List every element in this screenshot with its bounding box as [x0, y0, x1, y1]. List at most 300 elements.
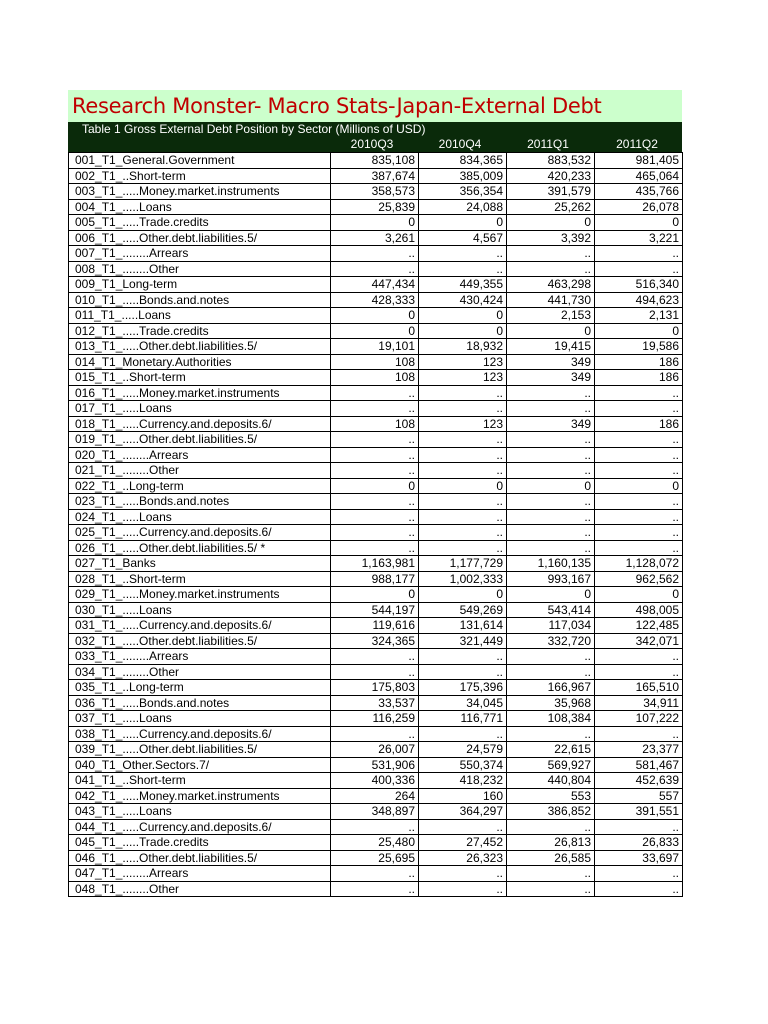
- value-cell: ..: [419, 525, 507, 541]
- value-cell: ..: [419, 649, 507, 665]
- value-cell: ..: [595, 463, 683, 479]
- value-cell: 26,813: [507, 835, 595, 851]
- value-cell: ..: [419, 432, 507, 448]
- value-cell: ..: [331, 447, 419, 463]
- value-cell: 391,551: [595, 804, 683, 820]
- value-cell: 348,897: [331, 804, 419, 820]
- value-cell: ..: [331, 463, 419, 479]
- value-cell: ..: [595, 881, 683, 897]
- table-row: [69, 788, 683, 804]
- value-cell: 2,131: [595, 308, 683, 324]
- row-label: 004_T1_.....Loans: [69, 199, 331, 215]
- value-cell: 35,968: [507, 695, 595, 711]
- row-label: 026_T1_.....Other.debt.liabilities.5/ *: [69, 540, 331, 556]
- row-label: 017_T1_.....Loans: [69, 401, 331, 417]
- value-cell: 33,697: [595, 850, 683, 866]
- value-cell: 452,639: [595, 773, 683, 789]
- value-cell: ..: [507, 385, 595, 401]
- value-cell: 0: [331, 215, 419, 231]
- value-cell: 123: [419, 370, 507, 386]
- value-cell: 25,480: [331, 835, 419, 851]
- table-row: [69, 432, 683, 448]
- row-label: 042_T1_.....Money.market.instruments: [69, 788, 331, 804]
- value-cell: ..: [595, 540, 683, 556]
- value-cell: 581,467: [595, 757, 683, 773]
- value-cell: 0: [419, 478, 507, 494]
- column-header-blank: [68, 137, 328, 152]
- value-cell: ..: [507, 494, 595, 510]
- value-cell: 400,336: [331, 773, 419, 789]
- value-cell: ..: [419, 463, 507, 479]
- value-cell: 324,365: [331, 633, 419, 649]
- value-cell: ..: [507, 509, 595, 525]
- value-cell: 981,405: [595, 153, 683, 169]
- value-cell: ..: [595, 447, 683, 463]
- value-cell: 463,298: [507, 277, 595, 293]
- table-row: [69, 277, 683, 293]
- row-label: 046_T1_.....Other.debt.liabilities.5/: [69, 850, 331, 866]
- value-cell: 391,579: [507, 184, 595, 200]
- row-label: 002_T1_..Short-term: [69, 168, 331, 184]
- row-label: 036_T1_.....Bonds.and.notes: [69, 695, 331, 711]
- row-label: 018_T1_.....Currency.and.deposits.6/: [69, 416, 331, 432]
- value-cell: ..: [507, 819, 595, 835]
- value-cell: 883,532: [507, 153, 595, 169]
- value-cell: 0: [331, 323, 419, 339]
- value-cell: 440,804: [507, 773, 595, 789]
- table-row: [69, 184, 683, 200]
- value-cell: 342,071: [595, 633, 683, 649]
- value-cell: 387,674: [331, 168, 419, 184]
- value-cell: ..: [331, 494, 419, 510]
- value-cell: 116,771: [419, 711, 507, 727]
- value-cell: 0: [331, 587, 419, 603]
- table-row: [69, 804, 683, 820]
- row-label: 038_T1_.....Currency.and.deposits.6/: [69, 726, 331, 742]
- value-cell: 435,766: [595, 184, 683, 200]
- value-cell: 0: [595, 323, 683, 339]
- value-cell: 0: [419, 587, 507, 603]
- value-cell: ..: [507, 540, 595, 556]
- row-label: 022_T1_..Long-term: [69, 478, 331, 494]
- table-row: [69, 726, 683, 742]
- table-row: [69, 711, 683, 727]
- value-cell: ..: [595, 261, 683, 277]
- table-row: [69, 168, 683, 184]
- value-cell: ..: [331, 649, 419, 665]
- value-cell: 0: [595, 478, 683, 494]
- value-cell: 117,034: [507, 618, 595, 634]
- table-row: [69, 478, 683, 494]
- value-cell: ..: [331, 509, 419, 525]
- value-cell: ..: [331, 819, 419, 835]
- table-row: [69, 618, 683, 634]
- table-row: [69, 757, 683, 773]
- value-cell: ..: [595, 726, 683, 742]
- table-row: [69, 261, 683, 277]
- row-label: 031_T1_.....Currency.and.deposits.6/: [69, 618, 331, 634]
- row-label: 014_T1_Monetary.Authorities: [69, 354, 331, 370]
- table-row: [69, 556, 683, 572]
- row-label: 001_T1_General.Government: [69, 153, 331, 169]
- row-label: 008_T1_........Other: [69, 261, 331, 277]
- value-cell: 386,852: [507, 804, 595, 820]
- table-row: [69, 664, 683, 680]
- table-row: [69, 246, 683, 262]
- table-row: [69, 230, 683, 246]
- value-cell: 465,064: [595, 168, 683, 184]
- value-cell: ..: [595, 866, 683, 882]
- value-cell: ..: [595, 432, 683, 448]
- page-title: Research Monster- Macro Stats-Japan-External Debt: [72, 94, 602, 118]
- value-cell: ..: [507, 432, 595, 448]
- value-cell: 131,614: [419, 618, 507, 634]
- value-cell: 1,160,135: [507, 556, 595, 572]
- table-row: [69, 447, 683, 463]
- value-cell: 108,384: [507, 711, 595, 727]
- row-label: 012_T1_.....Trade.credits: [69, 323, 331, 339]
- row-label: 040_T1_Other.Sectors.7/: [69, 757, 331, 773]
- value-cell: 0: [507, 478, 595, 494]
- value-cell: ..: [331, 525, 419, 541]
- row-label: 011_T1_.....Loans: [69, 308, 331, 324]
- table-row: [69, 571, 683, 587]
- value-cell: 123: [419, 354, 507, 370]
- value-cell: 25,695: [331, 850, 419, 866]
- value-cell: 26,323: [419, 850, 507, 866]
- value-cell: 835,108: [331, 153, 419, 169]
- value-cell: 0: [419, 215, 507, 231]
- value-cell: ..: [331, 866, 419, 882]
- row-label: 029_T1_.....Money.market.instruments: [69, 587, 331, 603]
- value-cell: ..: [331, 881, 419, 897]
- value-cell: ..: [419, 664, 507, 680]
- title-bar: [68, 90, 682, 122]
- value-cell: 33,537: [331, 695, 419, 711]
- value-cell: 25,262: [507, 199, 595, 215]
- row-label: 021_T1_........Other: [69, 463, 331, 479]
- value-cell: ..: [419, 866, 507, 882]
- value-cell: 358,573: [331, 184, 419, 200]
- value-cell: 108: [331, 416, 419, 432]
- value-cell: ..: [507, 447, 595, 463]
- value-cell: ..: [419, 401, 507, 417]
- value-cell: 26,833: [595, 835, 683, 851]
- value-cell: 349: [507, 354, 595, 370]
- value-cell: 0: [507, 587, 595, 603]
- row-label: 007_T1_........Arrears: [69, 246, 331, 262]
- row-label: 047_T1_........Arrears: [69, 866, 331, 882]
- table-row: [69, 633, 683, 649]
- value-cell: 175,396: [419, 680, 507, 696]
- value-cell: 26,007: [331, 742, 419, 758]
- row-label: 035_T1_..Long-term: [69, 680, 331, 696]
- value-cell: ..: [419, 261, 507, 277]
- value-cell: 25,839: [331, 199, 419, 215]
- row-label: 027_T1_Banks: [69, 556, 331, 572]
- table-row: [69, 292, 683, 308]
- value-cell: 0: [507, 323, 595, 339]
- value-cell: ..: [419, 819, 507, 835]
- row-label: 028_T1_..Short-term: [69, 571, 331, 587]
- value-cell: ..: [331, 540, 419, 556]
- value-cell: 123: [419, 416, 507, 432]
- table-row: [69, 680, 683, 696]
- row-label: 016_T1_.....Money.market.instruments: [69, 385, 331, 401]
- value-cell: 24,088: [419, 199, 507, 215]
- value-cell: 27,452: [419, 835, 507, 851]
- row-label: 006_T1_.....Other.debt.liabilities.5/: [69, 230, 331, 246]
- table-row: [69, 587, 683, 603]
- value-cell: ..: [419, 385, 507, 401]
- row-label: 034_T1_........Other: [69, 664, 331, 680]
- column-headers: [68, 137, 682, 152]
- value-cell: 549,269: [419, 602, 507, 618]
- value-cell: 364,297: [419, 804, 507, 820]
- value-cell: 22,615: [507, 742, 595, 758]
- table-row: [69, 308, 683, 324]
- table-row: [69, 602, 683, 618]
- value-cell: 2,153: [507, 308, 595, 324]
- value-cell: 119,616: [331, 618, 419, 634]
- value-cell: 26,585: [507, 850, 595, 866]
- value-cell: ..: [595, 525, 683, 541]
- value-cell: 34,045: [419, 695, 507, 711]
- value-cell: ..: [419, 246, 507, 262]
- table-row: [69, 509, 683, 525]
- value-cell: 108: [331, 354, 419, 370]
- value-cell: ..: [595, 385, 683, 401]
- value-cell: 441,730: [507, 292, 595, 308]
- value-cell: 428,333: [331, 292, 419, 308]
- row-label: 037_T1_.....Loans: [69, 711, 331, 727]
- value-cell: ..: [595, 664, 683, 680]
- value-cell: 349: [507, 370, 595, 386]
- value-cell: 1,002,333: [419, 571, 507, 587]
- value-cell: ..: [595, 819, 683, 835]
- table-header: [68, 122, 682, 152]
- value-cell: 264: [331, 788, 419, 804]
- value-cell: 186: [595, 416, 683, 432]
- value-cell: 0: [595, 215, 683, 231]
- row-label: 023_T1_.....Bonds.and.notes: [69, 494, 331, 510]
- table-row: [69, 866, 683, 882]
- table-row: [69, 416, 683, 432]
- value-cell: 0: [331, 478, 419, 494]
- value-cell: 321,449: [419, 633, 507, 649]
- table-row: [69, 401, 683, 417]
- value-cell: ..: [331, 664, 419, 680]
- value-cell: 356,354: [419, 184, 507, 200]
- column-header: 2011Q1: [527, 137, 569, 151]
- table-row: [69, 370, 683, 386]
- row-label: 043_T1_.....Loans: [69, 804, 331, 820]
- value-cell: 430,424: [419, 292, 507, 308]
- table-row: [69, 463, 683, 479]
- value-cell: ..: [507, 463, 595, 479]
- table-row: [69, 649, 683, 665]
- table-row: [69, 525, 683, 541]
- value-cell: 494,623: [595, 292, 683, 308]
- value-cell: 1,163,981: [331, 556, 419, 572]
- table-row: [69, 385, 683, 401]
- value-cell: 0: [595, 587, 683, 603]
- value-cell: 0: [507, 215, 595, 231]
- table-row: [69, 819, 683, 835]
- value-cell: 418,232: [419, 773, 507, 789]
- row-label: 044_T1_.....Currency.and.deposits.6/: [69, 819, 331, 835]
- value-cell: 116,259: [331, 711, 419, 727]
- value-cell: 160: [419, 788, 507, 804]
- table-row: [69, 835, 683, 851]
- row-label: 020_T1_........Arrears: [69, 447, 331, 463]
- value-cell: 107,222: [595, 711, 683, 727]
- table-row: [69, 323, 683, 339]
- value-cell: 834,365: [419, 153, 507, 169]
- spreadsheet: [68, 90, 682, 897]
- value-cell: ..: [507, 649, 595, 665]
- value-cell: ..: [331, 726, 419, 742]
- value-cell: ..: [331, 401, 419, 417]
- value-cell: 19,415: [507, 339, 595, 355]
- value-cell: 988,177: [331, 571, 419, 587]
- table-row: [69, 339, 683, 355]
- value-cell: ..: [331, 432, 419, 448]
- value-cell: 26,078: [595, 199, 683, 215]
- value-cell: 447,434: [331, 277, 419, 293]
- table-row: [69, 494, 683, 510]
- value-cell: ..: [507, 246, 595, 262]
- value-cell: 0: [419, 323, 507, 339]
- value-cell: ..: [419, 494, 507, 510]
- value-cell: ..: [331, 246, 419, 262]
- value-cell: 4,567: [419, 230, 507, 246]
- value-cell: ..: [507, 401, 595, 417]
- value-cell: ..: [419, 726, 507, 742]
- row-label: 045_T1_.....Trade.credits: [69, 835, 331, 851]
- value-cell: 3,261: [331, 230, 419, 246]
- value-cell: 175,803: [331, 680, 419, 696]
- row-label: 013_T1_.....Other.debt.liabilities.5/: [69, 339, 331, 355]
- row-label: 005_T1_.....Trade.credits: [69, 215, 331, 231]
- value-cell: ..: [595, 509, 683, 525]
- row-label: 009_T1_Long-term: [69, 277, 331, 293]
- value-cell: 165,510: [595, 680, 683, 696]
- value-cell: 1,128,072: [595, 556, 683, 572]
- value-cell: 332,720: [507, 633, 595, 649]
- value-cell: ..: [595, 649, 683, 665]
- value-cell: 23,377: [595, 742, 683, 758]
- value-cell: ..: [331, 261, 419, 277]
- value-cell: ..: [419, 540, 507, 556]
- column-header: 2010Q3: [350, 137, 394, 151]
- value-cell: 166,967: [507, 680, 595, 696]
- column-header: 2010Q4: [438, 137, 482, 151]
- value-cell: 544,197: [331, 602, 419, 618]
- value-cell: 553: [507, 788, 595, 804]
- value-cell: ..: [507, 261, 595, 277]
- value-cell: ..: [595, 246, 683, 262]
- value-cell: 19,586: [595, 339, 683, 355]
- value-cell: 531,906: [331, 757, 419, 773]
- row-label: 048_T1_........Other: [69, 881, 331, 897]
- value-cell: 1,177,729: [419, 556, 507, 572]
- table-row: [69, 881, 683, 897]
- table-row: [69, 153, 683, 169]
- value-cell: ..: [595, 494, 683, 510]
- column-header: 2011Q2: [616, 137, 658, 151]
- table-row: [69, 742, 683, 758]
- row-label: 024_T1_.....Loans: [69, 509, 331, 525]
- value-cell: 569,927: [507, 757, 595, 773]
- value-cell: 993,167: [507, 571, 595, 587]
- value-cell: 18,932: [419, 339, 507, 355]
- value-cell: ..: [507, 866, 595, 882]
- value-cell: 122,485: [595, 618, 683, 634]
- row-label: 015_T1_..Short-term: [69, 370, 331, 386]
- value-cell: 34,911: [595, 695, 683, 711]
- value-cell: ..: [507, 726, 595, 742]
- value-cell: 557: [595, 788, 683, 804]
- row-label: 003_T1_.....Money.market.instruments: [69, 184, 331, 200]
- value-cell: 19,101: [331, 339, 419, 355]
- row-label: 010_T1_.....Bonds.and.notes: [69, 292, 331, 308]
- table-row: [69, 215, 683, 231]
- value-cell: 420,233: [507, 168, 595, 184]
- row-label: 025_T1_.....Currency.and.deposits.6/: [69, 525, 331, 541]
- value-cell: 186: [595, 354, 683, 370]
- value-cell: 108: [331, 370, 419, 386]
- value-cell: 449,355: [419, 277, 507, 293]
- value-cell: 550,374: [419, 757, 507, 773]
- value-cell: 3,392: [507, 230, 595, 246]
- value-cell: ..: [507, 525, 595, 541]
- debt-table: [68, 152, 683, 897]
- row-label: 030_T1_.....Loans: [69, 602, 331, 618]
- value-cell: 498,005: [595, 602, 683, 618]
- value-cell: ..: [419, 881, 507, 897]
- table-row: [69, 850, 683, 866]
- value-cell: ..: [595, 401, 683, 417]
- value-cell: 186: [595, 370, 683, 386]
- row-label: 032_T1_.....Other.debt.liabilities.5/: [69, 633, 331, 649]
- row-label: 039_T1_.....Other.debt.liabilities.5/: [69, 742, 331, 758]
- value-cell: 543,414: [507, 602, 595, 618]
- row-label: 033_T1_........Arrears: [69, 649, 331, 665]
- table-row: [69, 695, 683, 711]
- table-caption: Table 1 Gross External Debt Position by Sector (Millions of USD): [82, 122, 426, 136]
- value-cell: 349: [507, 416, 595, 432]
- value-cell: 3,221: [595, 230, 683, 246]
- value-cell: ..: [419, 447, 507, 463]
- value-cell: ..: [331, 385, 419, 401]
- row-label: 019_T1_.....Other.debt.liabilities.5/: [69, 432, 331, 448]
- value-cell: 0: [419, 308, 507, 324]
- table-row: [69, 540, 683, 556]
- value-cell: 24,579: [419, 742, 507, 758]
- value-cell: 0: [331, 308, 419, 324]
- value-cell: 962,562: [595, 571, 683, 587]
- row-label: 041_T1_..Short-term: [69, 773, 331, 789]
- value-cell: ..: [507, 664, 595, 680]
- table-row: [69, 354, 683, 370]
- value-cell: ..: [507, 881, 595, 897]
- table-row: [69, 199, 683, 215]
- value-cell: ..: [419, 509, 507, 525]
- value-cell: 516,340: [595, 277, 683, 293]
- table-row: [69, 773, 683, 789]
- value-cell: 385,009: [419, 168, 507, 184]
